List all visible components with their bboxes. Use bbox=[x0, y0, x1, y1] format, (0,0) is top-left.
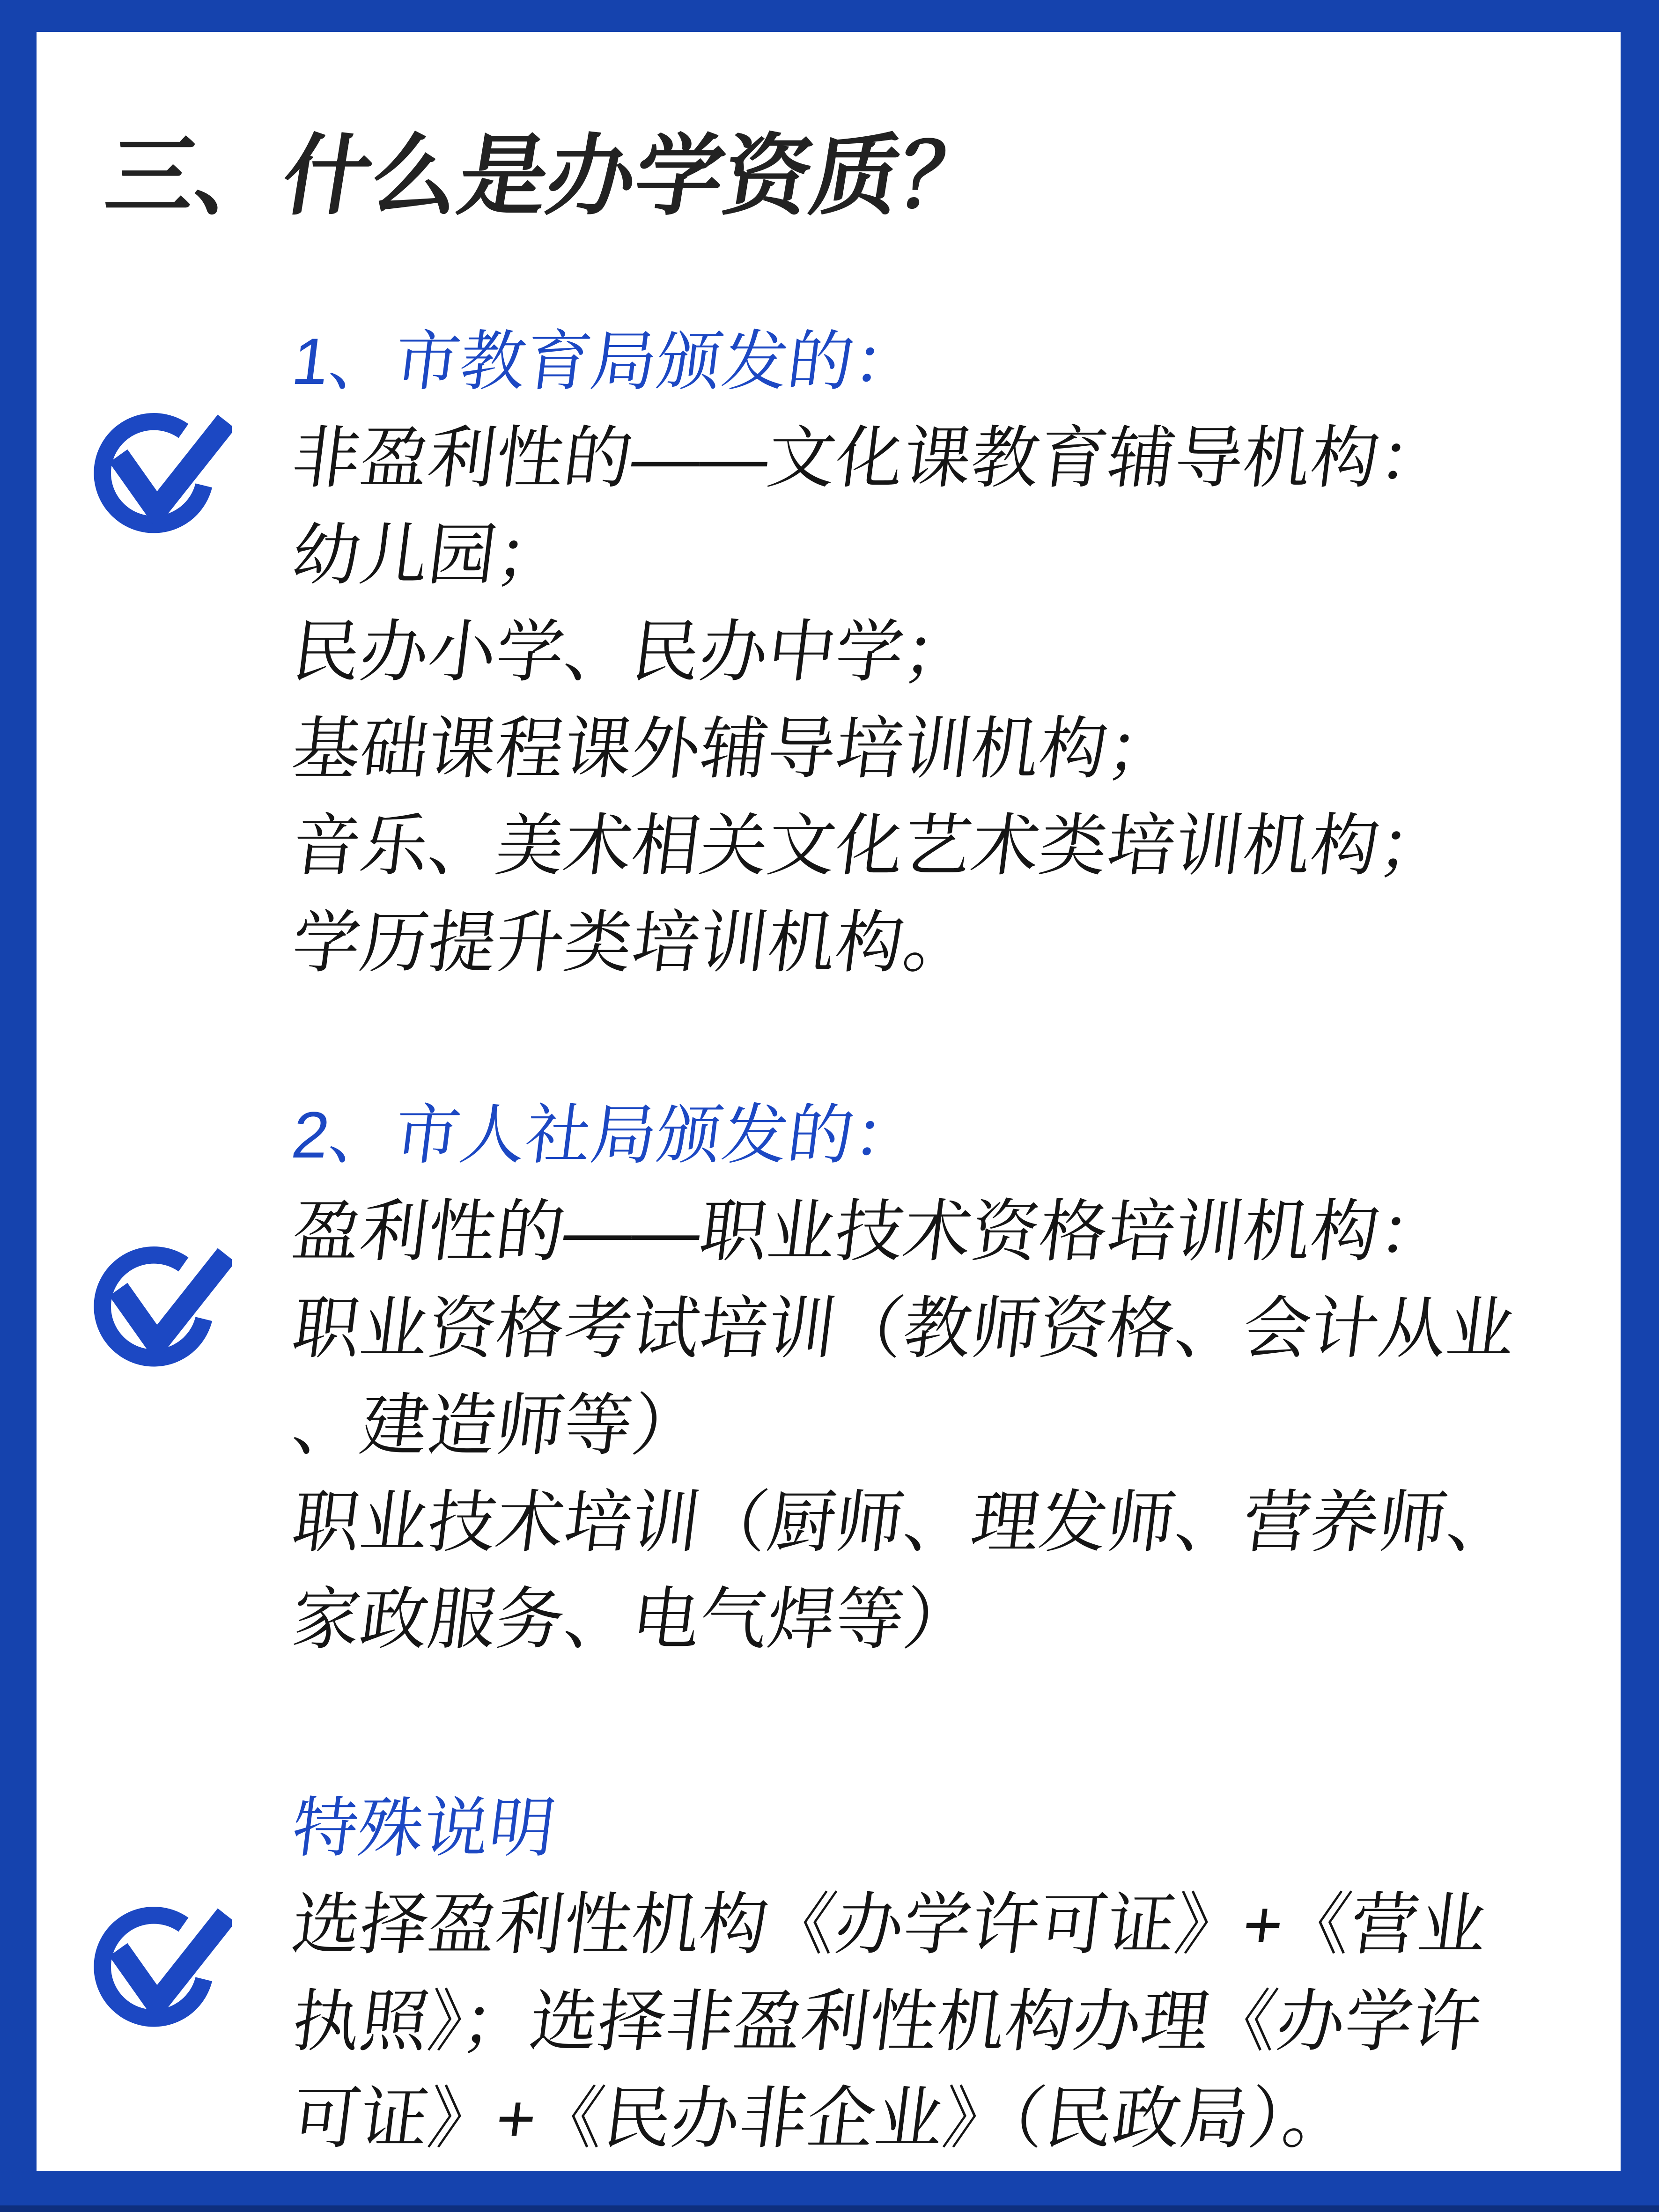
text-line: 家政服务、电气焊等） bbox=[288, 1581, 977, 1657]
check-circle-icon bbox=[87, 1229, 232, 1374]
section-heading: 特殊说明 bbox=[288, 1791, 560, 1865]
text-line: 幼儿园； bbox=[288, 517, 569, 593]
check-circle-icon bbox=[87, 395, 232, 540]
section-special-notes bbox=[288, 1779, 1627, 2167]
text-line: 基础课程课外辅导培训机构； bbox=[288, 711, 1180, 787]
text-line: 职业资格考试培训（教师资格、会计从业 bbox=[288, 1290, 1520, 1366]
text-line: 执照》；选择非盈利性机构办理《办学许 bbox=[288, 1983, 1486, 2059]
text-line: 音乐、美术相关文化艺术类培训机构； bbox=[288, 808, 1452, 884]
text-line: 职业技术培训（厨师、理发师、营养师、 bbox=[288, 1484, 1520, 1560]
content-area bbox=[37, 32, 1621, 2171]
text-line: 民办小学、民办中学； bbox=[288, 614, 977, 690]
text-line: 非盈利性的——文化课教育辅导机构： bbox=[288, 420, 1452, 496]
check-circle-icon bbox=[87, 1889, 232, 2034]
text-line: 选择盈利性机构《办学许可证》+《营业 bbox=[288, 1887, 1491, 1962]
text-line: 、建造师等） bbox=[288, 1387, 705, 1463]
text-line: 可证》+《民办非企业》（民政局）。 bbox=[288, 2080, 1356, 2156]
frame-bottom-edge bbox=[0, 2205, 1659, 2212]
section-hr-bureau bbox=[288, 1086, 1627, 1668]
section-heading: 1、市教育局颁发的： bbox=[288, 324, 924, 398]
section-education-bureau bbox=[288, 313, 1627, 991]
text-line: 盈利性的——职业技术资格培训机构： bbox=[288, 1194, 1452, 1269]
page-title: 三、什么是办学资质？ bbox=[100, 127, 996, 225]
text-line: 学历提升类培训机构。 bbox=[288, 905, 977, 981]
section-heading: 2、市人社局颁发的： bbox=[288, 1098, 924, 1172]
